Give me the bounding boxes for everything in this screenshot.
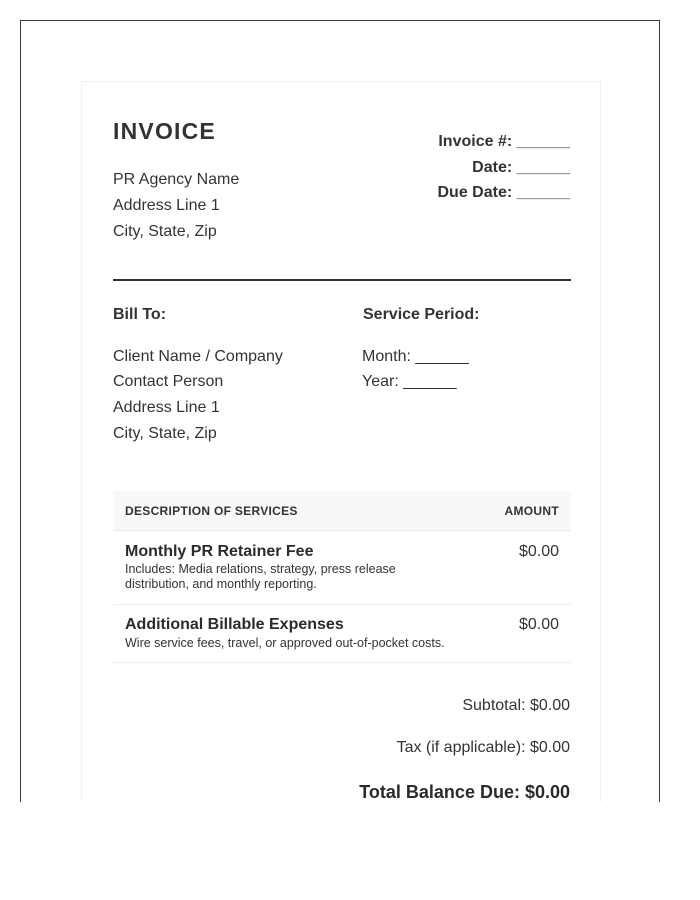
amount-column-header: AMOUNT — [504, 504, 559, 518]
table-row — [113, 605, 571, 663]
service-amount: $0.00 — [518, 543, 559, 560]
service-period-month: Month: ______ — [362, 348, 469, 365]
service-description: Wire service fees, travel, or approved out-of-pocket costs. — [125, 636, 445, 650]
bill-to-address: Address Line 1 — [113, 399, 220, 416]
agency-city-state-zip: City, State, Zip — [113, 223, 217, 240]
page-frame — [20, 20, 660, 802]
subtotal: Subtotal: $0.00 — [462, 697, 570, 714]
invoice-sheet — [81, 81, 601, 802]
header-divider — [113, 279, 571, 281]
service-description: Includes: Media relations, strategy, press release distribution, and monthly reporting. — [125, 562, 396, 591]
service-title: Additional Billable Expenses — [125, 616, 344, 633]
service-period-year: Year: ______ — [362, 373, 457, 390]
bill-to-label: Bill To: — [113, 306, 167, 323]
invoice-date-field: Date: ______ — [472, 159, 570, 176]
description-column-header: DESCRIPTION OF SERVICES — [125, 504, 298, 518]
table-header — [113, 491, 571, 531]
tax: Tax (if applicable): $0.00 — [396, 739, 570, 756]
service-period-label: Service Period: — [363, 306, 480, 323]
table-row — [113, 531, 571, 605]
agency-name: PR Agency Name — [113, 171, 240, 188]
bill-to-client: Client Name / Company — [113, 348, 283, 365]
total-balance-due: Total Balance Due: $0.00 — [359, 782, 570, 802]
agency-address: Address Line 1 — [113, 197, 220, 214]
service-amount: $0.00 — [518, 616, 559, 633]
invoice-title: INVOICE — [113, 118, 216, 144]
bill-to-contact: Contact Person — [113, 373, 224, 390]
bill-to-city-state-zip: City, State, Zip — [113, 425, 217, 442]
invoice-number-field: Invoice #: ______ — [438, 133, 570, 150]
service-title: Monthly PR Retainer Fee — [125, 543, 314, 560]
invoice-due-date-field: Due Date: ______ — [437, 184, 570, 201]
